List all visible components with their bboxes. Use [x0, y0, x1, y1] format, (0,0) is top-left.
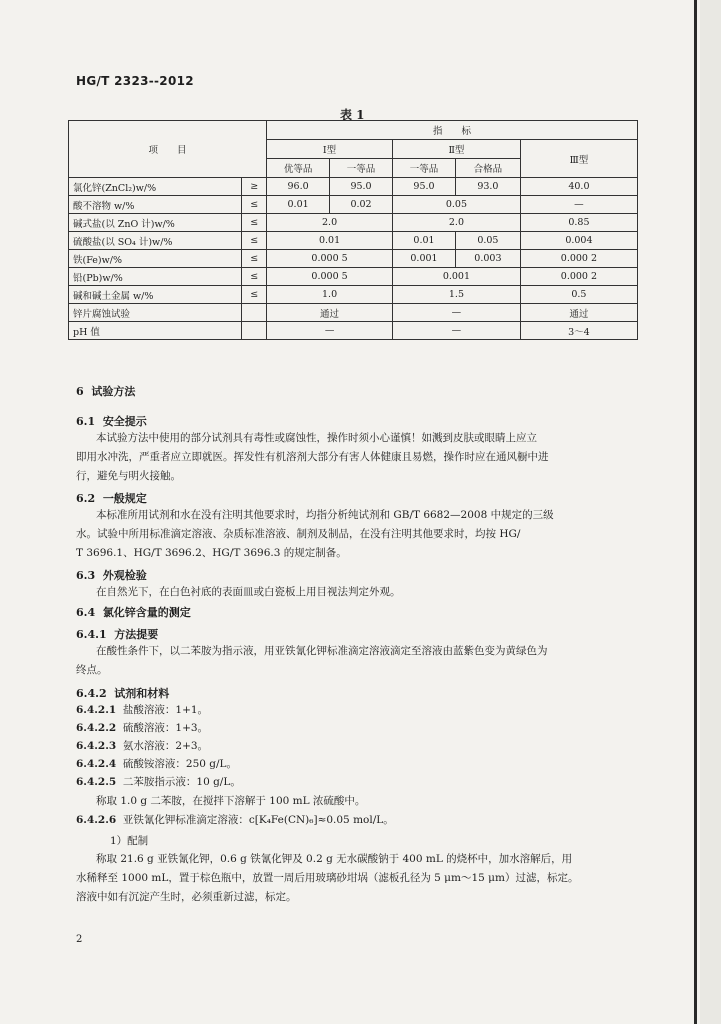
cell: 0.5 — [520, 286, 637, 304]
section-heading — [76, 490, 147, 506]
spec-table — [68, 120, 638, 340]
header-item: 项 目 — [69, 121, 267, 178]
section-heading — [76, 626, 158, 642]
reagent-item — [76, 812, 394, 827]
cell: 40.0 — [520, 178, 637, 196]
cell: — — [267, 322, 393, 340]
cell: 0.000 2 — [520, 250, 637, 268]
cell: 96.0 — [267, 178, 330, 196]
header-index: 指 标 — [267, 121, 638, 140]
row-symbol — [242, 322, 267, 340]
table-row — [69, 250, 638, 268]
cell: 0.01 — [267, 232, 393, 250]
cell: 0.000 5 — [267, 250, 393, 268]
cell: 93.0 — [455, 178, 520, 196]
reagent-number: 6.4.2.5 — [76, 776, 117, 788]
section-title: 试剂和材料 — [114, 687, 170, 700]
row-label: 氯化锌(ZnCl₂)w/% — [69, 178, 242, 196]
paragraph-line: 本试验方法中使用的部分试剂具有毒性或腐蚀性，操作时须小心谨慎！如溅到皮肤或眼睛上应立 — [96, 432, 537, 444]
cell: 95.0 — [330, 178, 393, 196]
table-row — [69, 196, 638, 214]
cell: 通过 — [267, 304, 393, 322]
cell: 0.004 — [520, 232, 637, 250]
paragraph-line: 称取 1.0 g 二苯胺，在搅拌下溶解于 100 mL 浓硫酸中。 — [96, 795, 366, 807]
row-label: pH 值 — [69, 322, 242, 340]
cell: 0.001 — [393, 250, 456, 268]
cell: 0.85 — [520, 214, 637, 232]
reagent-number: 6.4.2.4 — [76, 758, 117, 770]
cell: 3～4 — [520, 322, 637, 340]
paragraph-line: 水稀释至 1000 mL，置于棕色瓶中，放置一周后用玻璃砂坩埚（滤板孔径为 5 μm～15 μm）过滤，标定。 — [76, 872, 579, 884]
section-heading — [76, 413, 147, 429]
row-symbol: ≤ — [242, 268, 267, 286]
cell: 通过 — [520, 304, 637, 322]
header-type2: Ⅱ型 — [393, 140, 521, 159]
reagent-number: 6.4.2.1 — [76, 704, 117, 716]
reagent-item — [76, 738, 208, 753]
reagent-text: 氨水溶液：2+3。 — [122, 740, 209, 752]
section-title: 氯化锌含量的测定 — [102, 606, 191, 619]
row-symbol: ≤ — [242, 196, 267, 214]
section-heading — [76, 685, 169, 701]
section-number: 6.4 — [76, 606, 96, 619]
binding-edge — [694, 0, 697, 1024]
section-number: 6.2 — [76, 492, 96, 505]
paragraph-line: 溶液中如有沉淀产生时，必须重新过滤，标定。 — [76, 891, 297, 903]
reagent-number: 6.4.2.3 — [76, 740, 117, 752]
section-number: 6.3 — [76, 569, 96, 582]
paragraph-line: 称取 21.6 g 亚铁氰化钾，0.6 g 铁氰化钾及 0.2 g 无水碳酸钠于 400 mL 的烧杯中，加水溶解后，用 — [96, 853, 573, 865]
table-row — [69, 178, 638, 196]
table-caption: 表 1 — [340, 108, 365, 122]
cell: — — [393, 322, 521, 340]
reagent-item — [76, 756, 237, 771]
row-symbol: ≤ — [242, 232, 267, 250]
table-row — [69, 214, 638, 232]
table-row — [69, 304, 638, 322]
row-label: 锌片腐蚀试验 — [69, 304, 242, 322]
row-label: 酸不溶物 w/% — [69, 196, 242, 214]
table-header-row — [69, 121, 638, 140]
section-number: 6.1 — [76, 415, 96, 428]
paragraph-line: 水。试验中所用标准滴定溶液、杂质标准溶液、制剂及制品，在没有注明其他要求时，均按 HG/ — [76, 528, 521, 540]
section-title: 方法提要 — [114, 628, 159, 641]
section-number: 6.4.1 — [76, 628, 107, 641]
reagent-item — [76, 702, 208, 717]
header-grade: 一等品 — [330, 159, 393, 178]
row-symbol: ≤ — [242, 214, 267, 232]
section-title: 安全提示 — [102, 415, 147, 428]
reagent-number: 6.4.2.2 — [76, 722, 117, 734]
header-type3: Ⅲ型 — [520, 140, 637, 178]
paragraph-line: 终点。 — [76, 664, 108, 676]
cell: 0.02 — [330, 196, 393, 214]
cell: — — [520, 196, 637, 214]
row-symbol — [242, 304, 267, 322]
section-heading — [76, 383, 135, 399]
cell: 0.01 — [267, 196, 330, 214]
row-symbol: ≥ — [242, 178, 267, 196]
reagent-text: 盐酸溶液：1+1。 — [122, 704, 209, 716]
reagent-item — [76, 720, 208, 735]
section-title: 试验方法 — [91, 385, 136, 398]
cell: 0.000 5 — [267, 268, 393, 286]
cell: 0.05 — [393, 196, 521, 214]
cell: 0.003 — [455, 250, 520, 268]
reagent-text: 硫酸铵溶液：250 g/L。 — [122, 758, 238, 770]
section-title: 一般规定 — [102, 492, 147, 505]
row-label: 碱和碱土金属 w/% — [69, 286, 242, 304]
row-label: 铅(Pb)w/% — [69, 268, 242, 286]
reagent-text: 亚铁氰化钾标准滴定溶液：c[K₄Fe(CN)₆]≈0.05 mol/L。 — [122, 814, 394, 826]
cell: 0.01 — [393, 232, 456, 250]
reagent-number: 6.4.2.6 — [76, 814, 117, 826]
cell: 0.000 2 — [520, 268, 637, 286]
reagent-text: 二苯胺指示液：10 g/L。 — [122, 776, 241, 788]
row-label: 碱式盐(以 ZnO 计)w/% — [69, 214, 242, 232]
table-row — [69, 286, 638, 304]
section-heading — [76, 604, 191, 620]
page-margin-shadow — [700, 0, 721, 1024]
section-heading — [76, 567, 147, 583]
table-row — [69, 268, 638, 286]
table-row — [69, 232, 638, 250]
cell: — — [393, 304, 521, 322]
paragraph-line: 在酸性条件下，以二苯胺为指示液，用亚铁氰化钾标准滴定溶液滴定至溶液由蓝紫色变为黄绿色为 — [96, 645, 548, 657]
row-label: 硫酸盐(以 SO₄ 计)w/% — [69, 232, 242, 250]
row-symbol: ≤ — [242, 286, 267, 304]
cell: 1.5 — [393, 286, 521, 304]
reagent-text: 硫酸溶液：1+3。 — [122, 722, 209, 734]
page-number: 2 — [76, 934, 83, 945]
cell: 2.0 — [393, 214, 521, 232]
table-row — [69, 322, 638, 340]
row-symbol: ≤ — [242, 250, 267, 268]
section-title: 外观检验 — [102, 569, 147, 582]
prep-title: 1）配制 — [110, 835, 149, 847]
header-grade: 一等品 — [393, 159, 456, 178]
header-grade: 合格品 — [455, 159, 520, 178]
paragraph-line: 行，避免与明火接触。 — [76, 470, 181, 482]
cell: 95.0 — [393, 178, 456, 196]
standard-number: HG/T 2323--2012 — [76, 74, 194, 88]
cell: 2.0 — [267, 214, 393, 232]
paragraph-line: 即用水冲洗，严重者应立即就医。挥发性有机溶剂大部分有害人体健康且易燃，操作时应在通风橱中进 — [76, 451, 549, 463]
header-type1: Ⅰ型 — [267, 140, 393, 159]
header-grade: 优等品 — [267, 159, 330, 178]
row-label: 铁(Fe)w/% — [69, 250, 242, 268]
cell: 0.05 — [455, 232, 520, 250]
section-number: 6 — [76, 385, 84, 398]
cell: 0.001 — [393, 268, 521, 286]
cell: 1.0 — [267, 286, 393, 304]
reagent-item — [76, 774, 241, 789]
section-number: 6.4.2 — [76, 687, 107, 700]
paragraph-line: 本标准所用试剂和水在没有注明其他要求时，均指分析纯试剂和 GB/T 6682—2008 中规定的三级 — [96, 509, 554, 521]
paragraph-line: T 3696.1、HG/T 3696.2、HG/T 3696.3 的规定制备。 — [76, 547, 347, 559]
paragraph-line: 在自然光下，在白色衬底的表面皿或白瓷板上用目视法判定外观。 — [96, 586, 401, 598]
